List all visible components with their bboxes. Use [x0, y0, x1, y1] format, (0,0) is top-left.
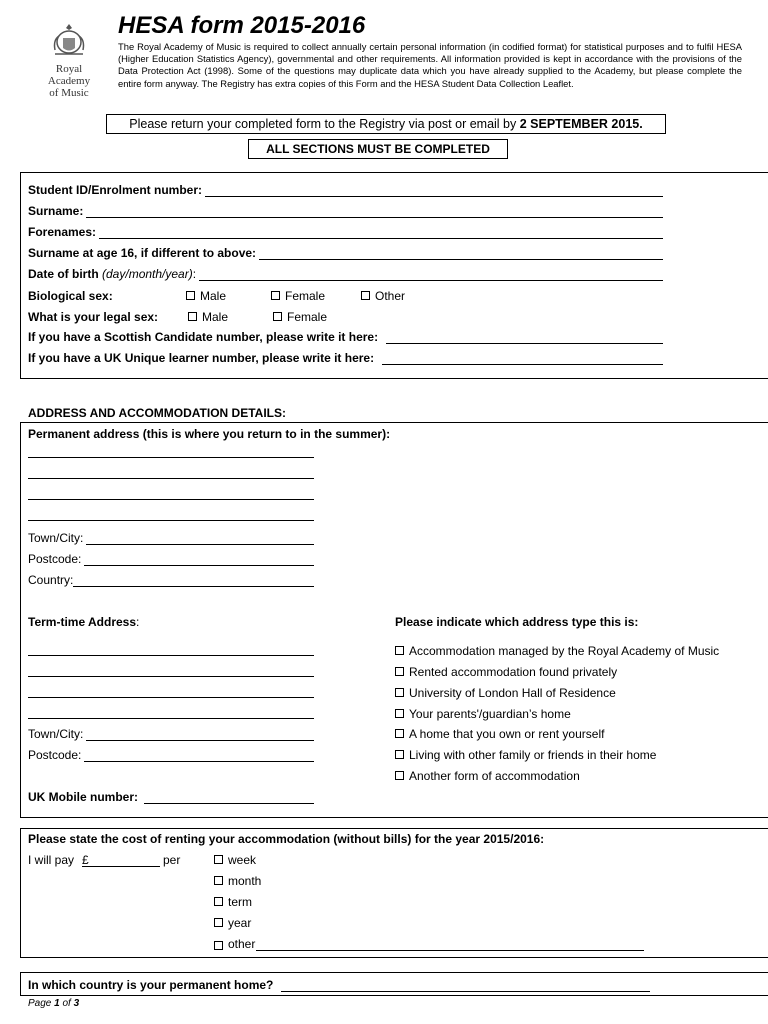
return-deadline: 2 SEPTEMBER 2015.	[519, 117, 643, 131]
surname16-label: Surname at age 16, if different to above:	[28, 246, 257, 260]
checkbox[interactable]	[214, 941, 223, 950]
all-sections-notice: ALL SECTIONS MUST BE COMPLETED	[248, 139, 508, 159]
checkbox[interactable]	[271, 291, 280, 300]
per-label: per	[163, 853, 181, 867]
option-label: Another form of accommodation	[409, 769, 580, 783]
surname16-row	[28, 246, 663, 260]
checkbox[interactable]	[188, 312, 197, 321]
intro-paragraph: The Royal Academy of Music is required to collect annually certain personal information (in codified format) for statistical purposes and to fulfil HESA (Higher Education Statistics Agency), governmental and other requirements. All information provided is kept in accordance with the provisions of the Data Protection Act (1998). Some of the questions may duplicate data which you have already supplied to the Academy, but please complete the entire form anyway. The Registry has extra copies of this Form and the HESA Student Data Collection Leaflet.	[118, 41, 742, 89]
checkbox[interactable]	[361, 291, 370, 300]
scottish-field[interactable]	[386, 333, 663, 344]
checkbox[interactable]	[214, 855, 223, 864]
term-line-2[interactable]	[28, 665, 314, 677]
current-page: 1	[54, 998, 60, 1009]
mobile-label: UK Mobile number:	[28, 790, 138, 804]
dob-hint: (day/month/year)	[102, 267, 193, 281]
term-time-label	[28, 615, 139, 629]
permanent-line-1[interactable]	[28, 446, 314, 458]
forenames-label: Forenames:	[28, 225, 97, 239]
term-town-field[interactable]	[86, 730, 314, 741]
surname-field[interactable]	[86, 207, 663, 218]
student-id-field[interactable]	[205, 186, 663, 197]
option-label: Female	[287, 310, 328, 324]
return-notice-text: Please return your completed form to the Registry via post or email by	[129, 117, 520, 131]
option-label: Other	[375, 289, 406, 303]
option-label: Accommodation managed by the Royal Academy of Music	[409, 644, 720, 658]
term-line-3[interactable]	[28, 686, 314, 698]
period-option-year[interactable]	[214, 916, 251, 930]
permanent-line-3[interactable]	[28, 488, 314, 500]
checkbox[interactable]	[395, 709, 404, 718]
ukln-field[interactable]	[382, 354, 663, 365]
option-label: other	[228, 937, 256, 951]
option-label: University of London Hall of Residence	[409, 686, 616, 700]
student-id-row	[28, 183, 663, 197]
mobile-field[interactable]	[144, 793, 314, 804]
rent-amount-field[interactable]	[82, 853, 160, 867]
legal-sex-label: What is your legal sex:	[28, 310, 159, 324]
checkbox[interactable]	[214, 918, 223, 927]
term-postcode-label: Postcode:	[28, 748, 82, 762]
term-line-4[interactable]	[28, 707, 314, 719]
home-country-label: In which country is your permanent home?	[28, 978, 274, 992]
option-label: month	[228, 874, 262, 888]
bio-female-option[interactable]	[271, 289, 325, 303]
option-label: Rented accommodation found privately	[409, 665, 618, 679]
bio-sex-label: Biological sex:	[28, 289, 113, 303]
surname16-field[interactable]	[259, 249, 663, 260]
term-postcode-row	[28, 748, 314, 762]
town-field[interactable]	[86, 534, 314, 545]
term-time-text: Term-time Address	[28, 615, 137, 629]
checkbox[interactable]	[214, 876, 223, 885]
town-label: Town/City:	[28, 531, 84, 545]
forenames-row	[28, 225, 663, 239]
home-country-field[interactable]	[281, 981, 650, 992]
address-type-option[interactable]	[395, 769, 580, 783]
student-id-label: Student ID/Enrolment number:	[28, 183, 202, 197]
logo-line: Royal	[55, 63, 83, 75]
period-option-other[interactable]	[214, 937, 644, 951]
permanent-line-2[interactable]	[28, 467, 314, 479]
logo-line: of Music	[49, 87, 89, 99]
logo-line: Academy	[47, 75, 91, 87]
ukln-label: If you have a UK Unique learner number, please write it here:	[28, 351, 375, 365]
form-title: HESA form 2015-2016	[118, 12, 366, 39]
academy-logo	[40, 22, 98, 99]
checkbox[interactable]	[186, 291, 195, 300]
dob-row	[28, 267, 663, 281]
period-option-term[interactable]	[214, 895, 252, 909]
surname-label: Surname:	[28, 204, 84, 218]
checkbox[interactable]	[395, 667, 404, 676]
period-option-week[interactable]	[214, 853, 256, 867]
i-will-pay-label: I will pay	[28, 853, 75, 867]
total-pages: 3	[73, 998, 80, 1009]
postcode-row	[28, 552, 314, 566]
term-time-colon: :	[136, 615, 140, 629]
permanent-line-4[interactable]	[28, 509, 314, 521]
option-label: week	[228, 853, 257, 867]
term-postcode-field[interactable]	[84, 751, 314, 762]
bio-other-option[interactable]	[361, 289, 405, 303]
home-country-row	[28, 978, 650, 992]
forenames-field[interactable]	[99, 228, 663, 239]
checkbox[interactable]	[395, 750, 404, 759]
dob-field[interactable]	[199, 270, 663, 281]
page-of: of	[59, 998, 74, 1009]
option-label: Living with other family or friends in their home	[409, 748, 657, 762]
page-prefix: Page	[28, 998, 55, 1009]
period-option-month[interactable]	[214, 874, 261, 888]
postcode-label: Postcode:	[28, 552, 82, 566]
permanent-address-label: Permanent address (this is where you return to in the summer):	[28, 427, 391, 441]
page-number	[28, 998, 79, 1009]
address-type-option[interactable]	[395, 727, 604, 741]
scottish-label: If you have a Scottish Candidate number, please write it here:	[28, 330, 379, 344]
option-label: A home that you own or rent yourself	[409, 727, 605, 741]
term-line-1[interactable]	[28, 644, 314, 656]
crest-icon	[49, 22, 89, 58]
option-label: Female	[285, 289, 326, 303]
address-type-option[interactable]	[395, 748, 656, 762]
option-label: Male	[200, 289, 227, 303]
country-label: Country:	[28, 573, 74, 587]
legal-male-option[interactable]	[188, 310, 228, 324]
dob-colon: :	[192, 267, 197, 281]
checkbox[interactable]	[395, 646, 404, 655]
option-label: term	[228, 895, 252, 909]
mobile-row	[28, 790, 314, 804]
surname-row	[28, 204, 663, 218]
return-notice	[106, 114, 666, 134]
option-label: Male	[202, 310, 229, 324]
country-row	[28, 573, 314, 587]
postcode-field[interactable]	[84, 555, 314, 566]
term-town-label: Town/City:	[28, 727, 84, 741]
address-type-option[interactable]	[395, 665, 617, 679]
checkbox[interactable]	[395, 729, 404, 738]
checkbox[interactable]	[214, 897, 223, 906]
other-period-field[interactable]	[256, 940, 644, 951]
ukln-row	[28, 351, 663, 365]
checkbox[interactable]	[395, 688, 404, 697]
checkbox[interactable]	[395, 771, 404, 780]
legal-female-option[interactable]	[273, 310, 327, 324]
town-row	[28, 531, 314, 545]
option-label: year	[228, 916, 252, 930]
checkbox[interactable]	[273, 312, 282, 321]
option-label: Your parents'/guardian’s home	[409, 707, 571, 721]
bio-male-option[interactable]	[186, 289, 226, 303]
address-heading: ADDRESS AND ACCOMMODATION DETAILS:	[28, 406, 286, 420]
country-field[interactable]	[73, 576, 314, 587]
address-type-option[interactable]	[395, 686, 616, 700]
scottish-row	[28, 330, 663, 344]
currency-symbol: £	[82, 853, 89, 867]
address-type-option[interactable]	[395, 644, 719, 658]
term-town-row	[28, 727, 314, 741]
address-type-option[interactable]	[395, 707, 571, 721]
rent-cost-heading: Please state the cost of renting your accommodation (without bills) for the year 2015/2016:	[28, 832, 545, 846]
dob-label: Date of birth	[28, 267, 99, 281]
address-type-heading: Please indicate which address type this is:	[395, 615, 639, 629]
